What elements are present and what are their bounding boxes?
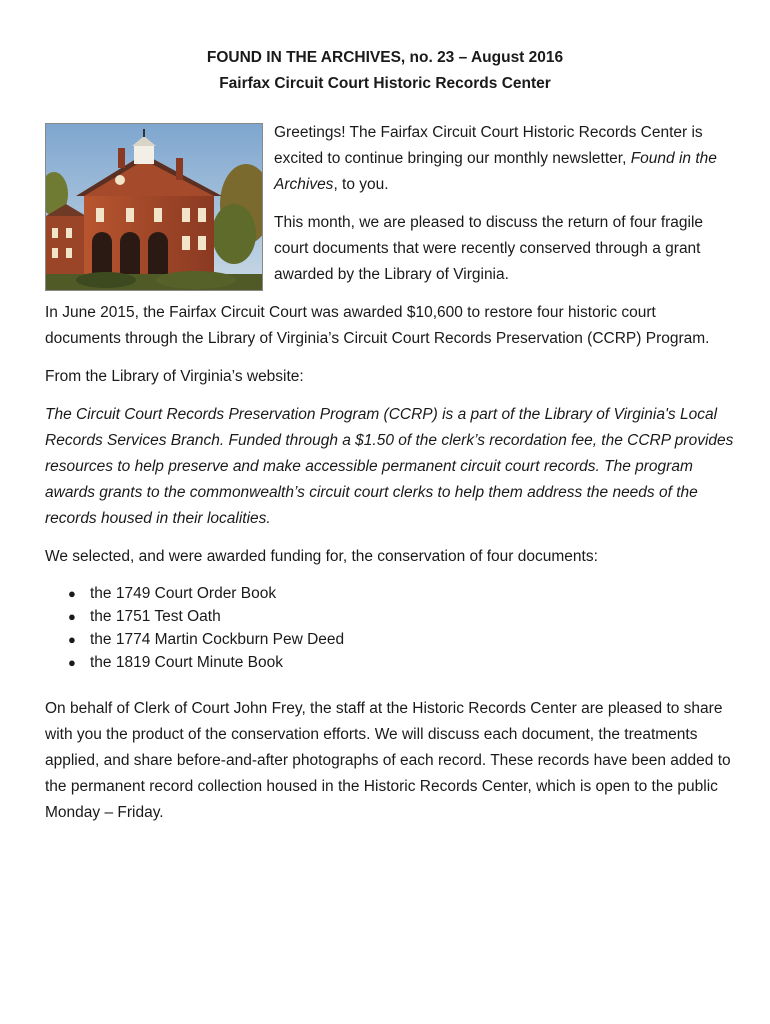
list-item-label: the 1819 Court Minute Book bbox=[90, 654, 284, 671]
courthouse-photo bbox=[45, 123, 263, 291]
list-item-label: the 1751 Test Oath bbox=[90, 608, 221, 625]
selected-intro: We selected, and were awarded funding for, the conservation of four documents: bbox=[45, 548, 598, 565]
closing-paragraph: On behalf of Clerk of Court John Frey, the staff at the Historic Records Center are pleased to share with you the product of the conservation efforts. We will discuss each document, the treatments applied, and share before-and-after photographs of each record. These records have been added to the permanent record collection housed in the Historic Records Center, which is open to the public Monday – Friday. bbox=[45, 700, 731, 821]
month-paragraph: This month, we are pleased to discuss the return of four fragile court documents that were recently conserved through a grant awarded by the Library of Virginia. bbox=[274, 214, 704, 283]
award-paragraph: In June 2015, the Fairfax Circuit Court was awarded $10,600 to restore four historic court documents through the Library of Virginia’s Circuit Court Records Preservation (CCRP) Program. bbox=[45, 304, 710, 347]
greeting-paragraph bbox=[274, 120, 730, 198]
website-intro: From the Library of Virginia’s website: bbox=[45, 368, 304, 385]
newsletter-name: Found in the Archives bbox=[274, 150, 717, 193]
newsletter-subtitle: Fairfax Circuit Court Historic Records Center bbox=[219, 75, 551, 92]
list-item bbox=[68, 651, 735, 674]
list-item bbox=[68, 605, 735, 628]
list-item-label: the 1774 Martin Cockburn Pew Deed bbox=[90, 631, 345, 648]
bullet-icon: ● bbox=[68, 609, 76, 624]
list-item bbox=[68, 628, 735, 651]
greeting-text-end: , to you. bbox=[333, 176, 389, 193]
intro-block bbox=[274, 120, 730, 300]
greeting-text: Greetings! The Fairfax Circuit Court Historic Records Center is excited to continue bringing our monthly newsletter, bbox=[274, 124, 703, 167]
historic-courthouse-photo-icon bbox=[46, 124, 262, 290]
documents-list bbox=[45, 582, 735, 674]
newsletter-title: FOUND IN THE ARCHIVES, no. 23 – August 2016 bbox=[206, 49, 564, 66]
bullet-icon: ● bbox=[68, 632, 76, 647]
body-text bbox=[45, 300, 735, 838]
list-item bbox=[68, 582, 735, 605]
bullet-icon: ● bbox=[68, 655, 76, 670]
bullet-icon: ● bbox=[68, 586, 76, 601]
ccrp-quote: The Circuit Court Records Preservation Program (CCRP) is a part of the Library of Virginia's Local Records Services Branch. Funded through a $1.50 of the clerk’s recordation fee, the CCRP provides resources to help preserve and make accessible permanent circuit court records. The program awards grants to the commonwealth’s circuit court clerks to help them address the needs of the records housed in their localities. bbox=[45, 406, 734, 527]
list-item-label: the 1749 Court Order Book bbox=[90, 585, 277, 602]
